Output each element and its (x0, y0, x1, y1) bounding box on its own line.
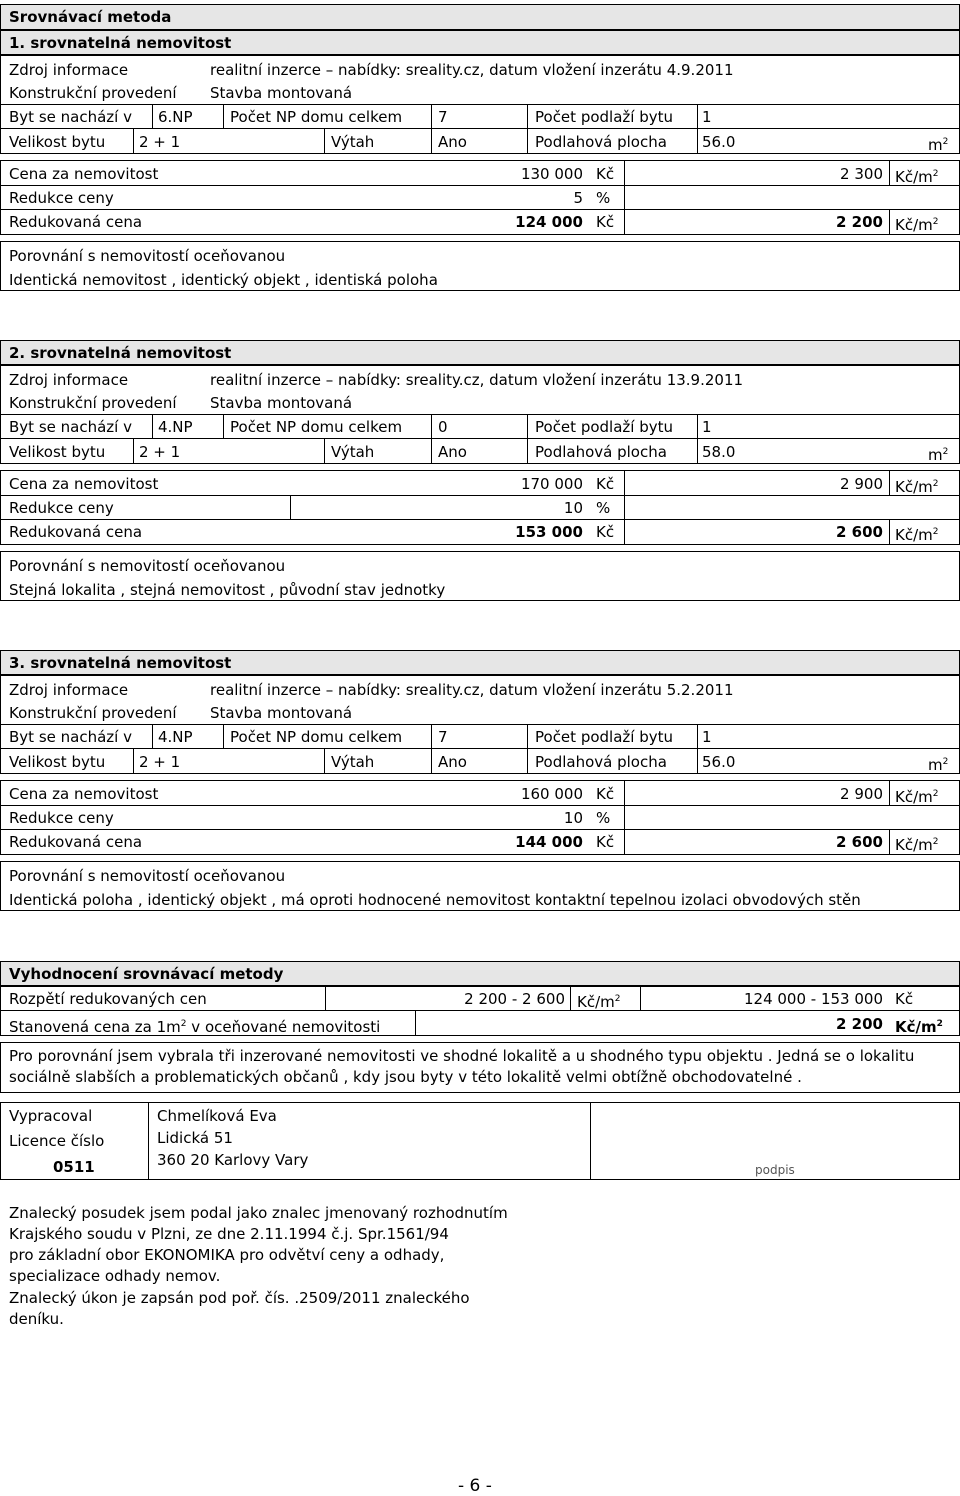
range-per-m2: 2 200 - 2 600 (464, 990, 565, 1008)
apt-levels-value: 1 (702, 418, 712, 436)
comparison-text: Identická nemovitost , identický objekt , identiská poloha (9, 271, 438, 289)
determined-value: 2 200 (836, 1015, 883, 1033)
reduced-per-m2-value: 2 600 (836, 523, 883, 541)
reduction-percent: % (596, 189, 611, 207)
located-value: 4.NP (158, 418, 193, 436)
construction-value: Stavba montovaná (210, 84, 353, 102)
comparison-label: Porovnání s nemovitostí oceňovanou (9, 557, 286, 575)
reduction-label: Redukce ceny (9, 809, 114, 827)
evaluation-heading: Vyhodnocení srovnávací metody (9, 965, 284, 983)
lift-value: Ano (438, 133, 467, 151)
price-currency: Kč (596, 785, 615, 803)
located-label: Byt se nachází v (9, 728, 132, 746)
floor-area-label: Podlahová plocha (535, 133, 667, 151)
lift-value: Ano (438, 753, 467, 771)
source-value: realitní inzerce – nabídky: sreality.cz, datum vložení inzerátu 4.9.2011 (210, 61, 734, 79)
price-label: Cena za nemovitost (9, 475, 159, 493)
statement-line: deníku. (9, 1310, 64, 1328)
evaluation-note-line2: sociálně slabších a problematických občanů , kdy jsou byty v této lokalitě velmi obtížně obchodovatelné . (9, 1068, 802, 1086)
lift-value: Ano (438, 443, 467, 461)
price-per-m2-value: 2 900 (840, 785, 883, 803)
floors-total-value: 7 (438, 728, 448, 746)
floor-area-label: Podlahová plocha (535, 753, 667, 771)
floor-area-label: Podlahová plocha (535, 443, 667, 461)
determined-unit: $Kč/m^2$ (895, 1018, 943, 1036)
reduction-value: 10 (563, 809, 583, 827)
comparison-text: Identická poloha , identický objekt , má oproti hodnocené nemovitost kontaktní tepelnou izolaci obvodových stěn (9, 891, 861, 909)
reduced-per-m2-value: 2 600 (836, 833, 883, 851)
price-per-m2-unit: $Kč/m^2$ (895, 788, 939, 806)
area-unit: $m^2$ (928, 446, 949, 464)
price-label: Cena za nemovitost (9, 785, 159, 803)
statement-line: Krajského soudu v Plzni, ze dne 2.11.1994 č.j. Spr.1561/94 (9, 1225, 449, 1243)
reduction-value: 10 (563, 499, 583, 517)
size-value: 2 + 1 (139, 753, 181, 771)
size-label: Velikost bytu (9, 133, 106, 151)
statement-line: specializace odhady nemov. (9, 1267, 221, 1285)
comparison-label: Porovnání s nemovitostí oceňovanou (9, 247, 286, 265)
floors-total-label: Počet NP domu celkem (230, 728, 403, 746)
reduced-price-value: 153 000 (515, 523, 583, 541)
range-total-unit: Kč (895, 990, 914, 1008)
price-value: 170 000 (520, 475, 583, 493)
reduced-price-value: 144 000 (515, 833, 583, 851)
lift-label: Výtah (331, 753, 375, 771)
prepared-label: Vypracoval (9, 1107, 93, 1125)
signature-label: podpis (755, 1163, 795, 1177)
reduced-price-currency: Kč (596, 213, 615, 231)
source-label: Zdroj informace (9, 681, 129, 699)
floors-total-value: 0 (438, 418, 448, 436)
source-label: Zdroj informace (9, 61, 129, 79)
located-label: Byt se nachází v (9, 418, 132, 436)
licence-number: 0511 (53, 1158, 95, 1176)
reduction-label: Redukce ceny (9, 189, 114, 207)
apt-levels-value: 1 (702, 108, 712, 126)
reduced-per-m2-value: 2 200 (836, 213, 883, 231)
price-currency: Kč (596, 475, 615, 493)
floor-area-value: 56.0 (702, 753, 736, 771)
range-per-m2-unit: $Kč/m^2$ (577, 993, 621, 1011)
range-label: Rozpětí redukovaných cen (9, 990, 207, 1008)
price-per-m2-value: 2 300 (840, 165, 883, 183)
floors-total-value: 7 (438, 108, 448, 126)
apt-levels-value: 1 (702, 728, 712, 746)
floor-area-value: 58.0 (702, 443, 736, 461)
reduced-price-currency: Kč (596, 523, 615, 541)
reduced-price-currency: Kč (596, 833, 615, 851)
size-label: Velikost bytu (9, 753, 106, 771)
size-value: 2 + 1 (139, 443, 181, 461)
area-unit: $m^2$ (928, 136, 949, 154)
construction-value: Stavba montovaná (210, 394, 353, 412)
property-heading: 2. srovnatelná nemovitost (9, 344, 232, 362)
price-per-m2-unit: $Kč/m^2$ (895, 478, 939, 496)
expert-city: 360 20 Karlovy Vary (157, 1151, 309, 1169)
reduction-percent: % (596, 809, 611, 827)
reduced-price-label: Redukovaná cena (9, 213, 143, 231)
construction-label: Konstrukční provedení (9, 84, 177, 102)
located-value: 4.NP (158, 728, 193, 746)
price-value: 130 000 (520, 165, 583, 183)
determined-label: Stanovená cena za $1m^2$ v oceňované nemovitosti (9, 1018, 381, 1036)
price-per-m2-value: 2 900 (840, 475, 883, 493)
page-title: Srovnávací metoda (9, 8, 172, 26)
construction-label: Konstrukční provedení (9, 704, 177, 722)
apt-levels-label: Počet podlaží bytu (535, 418, 673, 436)
source-label: Zdroj informace (9, 371, 129, 389)
reduced-per-m2-unit: $Kč/m^2$ (895, 836, 939, 854)
expert-street: Lidická 51 (157, 1129, 233, 1147)
statement-line: Znalecký posudek jsem podal jako znalec jmenovaný rozhodnutím (9, 1204, 508, 1222)
lift-label: Výtah (331, 443, 375, 461)
size-value: 2 + 1 (139, 133, 181, 151)
floors-total-label: Počet NP domu celkem (230, 418, 403, 436)
evaluation-note-line1: Pro porovnání jsem vybrala tři inzerované nemovitosti ve shodné lokalitě a u shodného typu objektu . Jedná se o lokalitu (9, 1047, 915, 1065)
apt-levels-label: Počet podlaží bytu (535, 108, 673, 126)
area-unit: $m^2$ (928, 756, 949, 774)
comparison-text: Stejná lokalita , stejná nemovitost , původní stav jednotky (9, 581, 446, 599)
reduced-per-m2-unit: $Kč/m^2$ (895, 216, 939, 234)
located-label: Byt se nachází v (9, 108, 132, 126)
reduction-value: 5 (573, 189, 583, 207)
page-number: - 6 - (458, 1476, 492, 1496)
reduction-label: Redukce ceny (9, 499, 114, 517)
range-total: 124 000 - 153 000 (743, 990, 883, 1008)
lift-label: Výtah (331, 133, 375, 151)
source-value: realitní inzerce – nabídky: sreality.cz, datum vložení inzerátu 13.9.2011 (210, 371, 744, 389)
size-label: Velikost bytu (9, 443, 106, 461)
reduced-per-m2-unit: $Kč/m^2$ (895, 526, 939, 544)
property-heading: 3. srovnatelná nemovitost (9, 654, 232, 672)
construction-label: Konstrukční provedení (9, 394, 177, 412)
price-currency: Kč (596, 165, 615, 183)
property-heading: 1. srovnatelná nemovitost (9, 34, 232, 52)
reduced-price-value: 124 000 (515, 213, 583, 231)
expert-name: Chmelíková Eva (157, 1107, 277, 1125)
price-per-m2-unit: $Kč/m^2$ (895, 168, 939, 186)
reduced-price-label: Redukovaná cena (9, 523, 143, 541)
reduction-percent: % (596, 499, 611, 517)
statement-line: pro základní obor EKONOMIKA pro odvětví ceny a odhady, (9, 1246, 445, 1264)
source-value: realitní inzerce – nabídky: sreality.cz, datum vložení inzerátu 5.2.2011 (210, 681, 734, 699)
construction-value: Stavba montovaná (210, 704, 353, 722)
statement-line: Znalecký úkon je zapsán pod poř. čís. .2509/2011 znaleckého (9, 1289, 470, 1307)
floor-area-value: 56.0 (702, 133, 736, 151)
floors-total-label: Počet NP domu celkem (230, 108, 403, 126)
price-value: 160 000 (520, 785, 583, 803)
reduced-price-label: Redukovaná cena (9, 833, 143, 851)
located-value: 6.NP (158, 108, 193, 126)
comparison-label: Porovnání s nemovitostí oceňovanou (9, 867, 286, 885)
licence-label: Licence číslo (9, 1132, 105, 1150)
apt-levels-label: Počet podlaží bytu (535, 728, 673, 746)
price-label: Cena za nemovitost (9, 165, 159, 183)
